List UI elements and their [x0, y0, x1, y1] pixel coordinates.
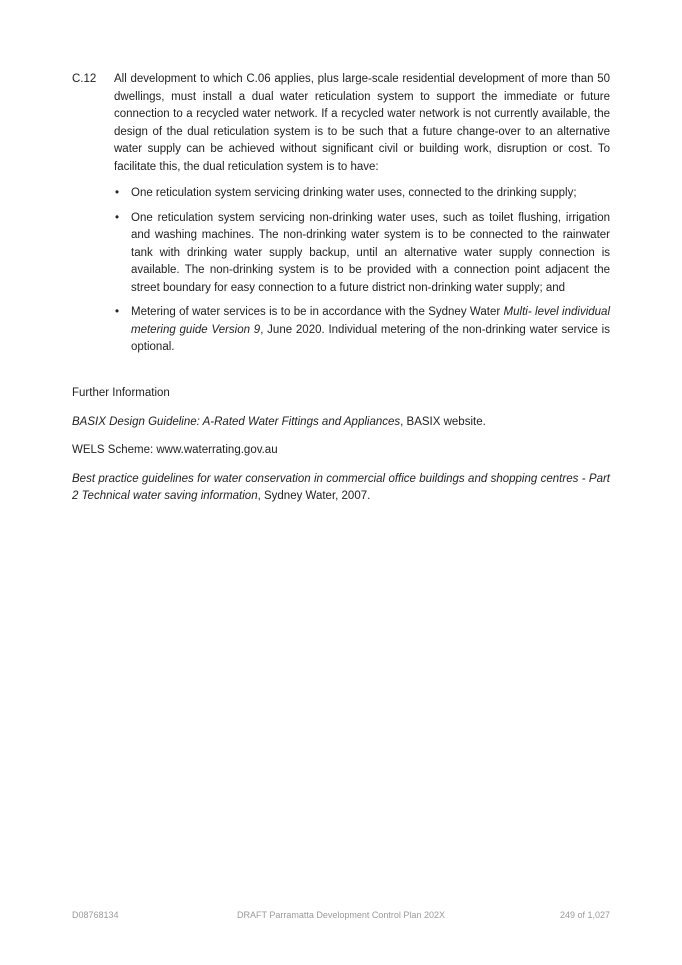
reference-basix — [72, 414, 610, 432]
bullet-item — [114, 210, 610, 298]
further-information — [72, 385, 610, 517]
bullet-icon: • — [115, 187, 120, 199]
bullet-list — [114, 185, 610, 357]
bullet-text: One reticulation system servicing drinking water uses, connected to the drinking supply; — [131, 187, 577, 199]
bullet-text-tail: , June 2020. Individual metering of the non-drinking water service is optional. — [131, 323, 610, 353]
reference-sydney-water — [72, 471, 610, 506]
reference-wels: WELS Scheme: www.waterrating.gov.au — [72, 444, 278, 456]
bullet-text-lead: Metering of water services is to be in accordance with the Sydney Water — [131, 306, 504, 318]
footer-doc-id: D08768134 — [72, 910, 119, 920]
reference-title: Best practice guidelines for water conservation in commercial office buildings and shopping centres - Part 2 Technical water saving information — [72, 472, 610, 502]
further-information-heading: Further Information — [72, 387, 170, 399]
reference-source: , BASIX website. — [400, 415, 486, 428]
reference-title: BASIX Design Guideline: A-Rated Water Fittings and Appliances — [72, 415, 401, 428]
clause-c12 — [72, 71, 610, 364]
clause-number: C.12 — [72, 73, 97, 85]
bullet-item — [114, 185, 610, 203]
page-footer — [72, 910, 610, 924]
guide-title: Multi- level individual metering guide Version 9 — [131, 306, 610, 336]
clause-intro: All development to which C.06 applies, plus large-scale residential development of more than 50 dwellings, must install a dual water reticulation system to support the immediate or future connection to a recycled water network. If a recycled water network is not currently available, the design of the dual reticulation system is to be such that a future change-over to an alternative water supply can be achieved without significant civil or building work, disruption or cost. To facilitate this, the dual reticulation system is to have: — [114, 73, 610, 173]
footer-title: DRAFT Parramatta Development Control Plan 202X — [237, 910, 445, 920]
bullet-icon: • — [115, 306, 120, 318]
reference-source: , Sydney Water, 2007. — [257, 490, 371, 502]
bullet-item — [114, 304, 610, 357]
clause-body — [114, 71, 610, 357]
bullet-icon: • — [115, 211, 120, 224]
footer-page-number: 249 of 1,027 — [559, 910, 610, 920]
bullet-text: One reticulation system servicing non-drinking water uses, such as toilet flushing, irrigation and washing machines. The non-drinking water system is to be connected to the rainwater tank with drinking water supply backup, until an alternative water supply connection is available. The non-drinking system is to be provided with a connection point adjacent the street boundary for easy connection to a future district non-drinking water supply; and — [131, 211, 610, 294]
